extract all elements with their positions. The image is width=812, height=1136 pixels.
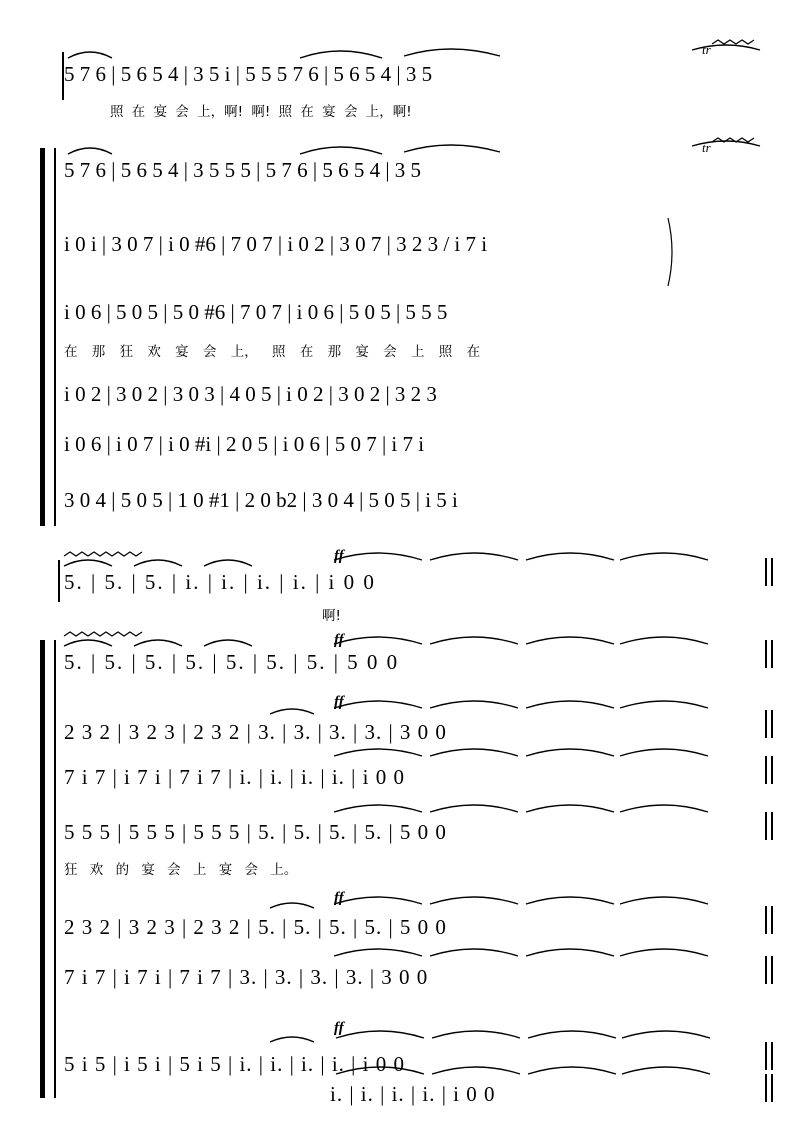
stave-s2-v5-notes: 5 5 5 | 5 5 5 | 5 5 5 | 5. | 5. | 5. | 5. | 5 0 0 (64, 820, 447, 844)
dynamic-ff-4: ff (334, 890, 344, 906)
stave-s2-v2-notes: 5. | 5. | 5. | 5. | 5. | 5. | 5. | 5 0 0 (64, 650, 400, 674)
stave-s2-v3-notes: 2 3 2 | 3 2 3 | 2 3 2 | 3. | 3. | 3. | 3. | 3 0 0 (64, 720, 447, 744)
stave-s2-v1-lyrics: 啊! (322, 608, 341, 624)
dynamic-ff-1: ff (334, 548, 344, 564)
dynamic-ff-5: ff (334, 1020, 344, 1036)
dynamic-ff-2: ff (334, 632, 344, 648)
stave-s1-v5-notes: i 0 2 | 3 0 2 | 3 0 3 | 4 0 5 | i 0 2 | 3 0 2 | 3 2 3 (64, 382, 437, 406)
stave-s2-v1-notes: 5. | 5. | 5. | i. | i. | i. | i. | i 0 0 (64, 570, 376, 594)
stave-s1-v6-notes: i 0 6 | i 0 7 | i 0 #i | 2 0 5 | i 0 6 | 5 0 7 | i 7 i (64, 432, 425, 456)
system-2-bracket-top (58, 560, 60, 602)
stave-s1-v3-notes: i 0 i | 3 0 7 | i 0 #6 | 7 0 7 | i 0 2 | 3 0 7 | 3 2 3 / i 7 i (64, 232, 488, 256)
stave-s2-v7-notes: 7 i 7 | i 7 i | 7 i 7 | 3. | 3. | 3. | 3. | 3 0 0 (64, 965, 429, 989)
stave-s2-v4-notes: 7 i 7 | i 7 i | 7 i 7 | i. | i. | i. | i. | i 0 0 (64, 765, 405, 789)
stave-s2-v5-lyrics: 狂 欢 的 宴 会 上 宴 会 上。 (64, 862, 298, 878)
stave-s2-v8-notes: 5 i 5 | i 5 i | 5 i 5 | i. | i. | i. | i. | i 0 0 (64, 1052, 405, 1076)
system-1-inner-bracket (54, 148, 56, 526)
stave-s2-v9-notes: i. | i. | i. | i. | i 0 0 (330, 1082, 496, 1106)
trill-mark-1: tr (702, 42, 711, 57)
stave-s2-v6-notes: 2 3 2 | 3 2 3 | 2 3 2 | 5. | 5. | 5. | 5. | 5 0 0 (64, 915, 447, 939)
stave-s1-v4-lyrics: 在 那 狂 欢 宴 会 上， 照 在 那 宴 会 上 照 在 (64, 344, 481, 360)
stave-s1-v1-notes: 5 7 6 | 5 6 5 4 | 3 5 i | 5 5 5 7 6 | 5 6 5 4 | 3 5 (64, 62, 433, 86)
trill-mark-2: tr (702, 140, 711, 155)
stave-s1-v4-notes: i 0 6 | 5 0 5 | 5 0 #6 | 7 0 7 | i 0 6 | 5 0 5 | 5 5 5 (64, 300, 448, 324)
system-2-bracket-main (40, 640, 45, 1098)
stave-s1-v7-notes: 3 0 4 | 5 0 5 | 1 0 #1 | 2 0 b2 | 3 0 4 | 5 0 5 | i 5 i (64, 488, 458, 512)
system-2-inner-bracket (54, 640, 56, 1098)
stave-s1-v1-lyrics: 照 在 宴 会 上，啊! 啊! 照 在 宴 会 上，啊! (110, 104, 412, 120)
stave-s1-v2-notes: 5 7 6 | 5 6 5 4 | 3 5 5 5 | 5 7 6 | 5 6 5 4 | 3 5 (64, 158, 422, 182)
system-1-bracket-main (40, 148, 45, 526)
dynamic-ff-3: ff (334, 694, 344, 710)
